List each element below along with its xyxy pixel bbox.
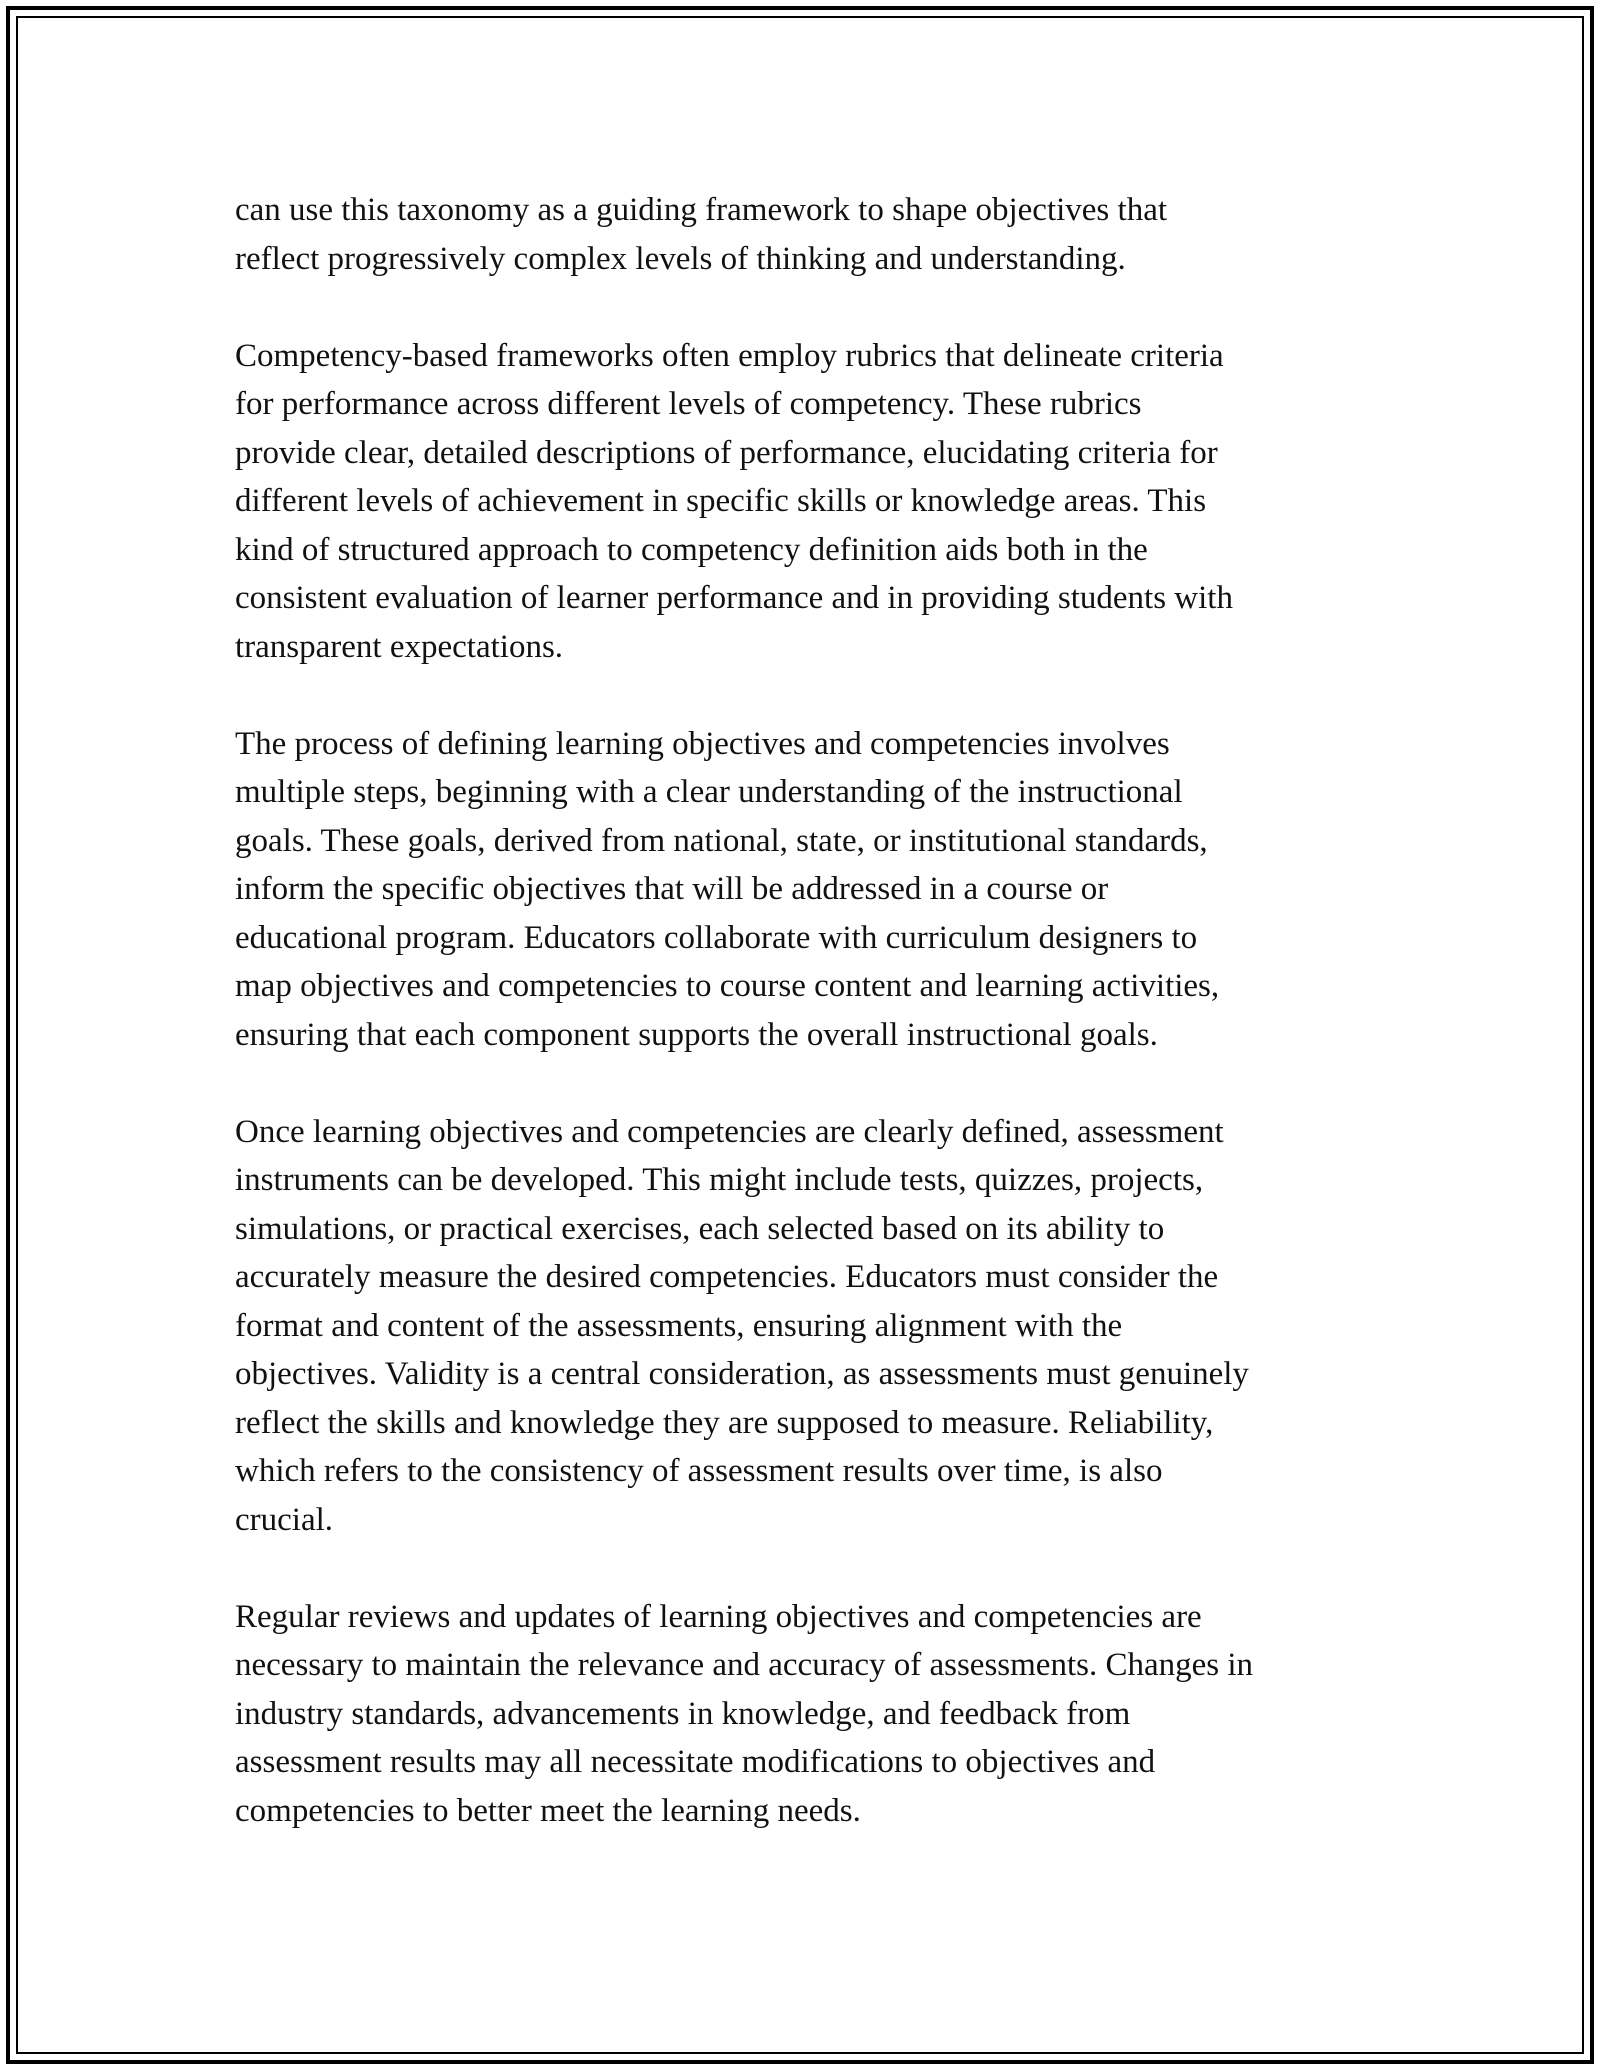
text-line: Competency-based frameworks often employ rubrics that delineate criteria [235,337,1224,374]
text-line: assessment results may all necessitate modifications to objectives and [235,1744,1156,1780]
text-line: can use this taxonomy as a guiding framework to shape objectives that [235,192,1168,228]
text-line: simulations, or practical exercises, each selected based on its ability to [235,1210,1165,1247]
text-line: necessary to maintain the relevance and accuracy of assessments. Changes in [235,1647,1254,1683]
text-line: educational program. Educators collaborate with curriculum designers to [235,919,1198,956]
text-line: for performance across different levels of competency. These rubrics [235,386,1142,422]
text-line: which refers to the consistency of assessment results over time, is also [235,1453,1163,1489]
text-line: inform the specific objectives that will be addressed in a course or [235,871,1109,907]
text-line: multiple steps, beginning with a clear understanding of the instructional [235,774,1183,810]
text-line: map objectives and competencies to course content and learning activities, [235,968,1220,1004]
text-line: Once learning objectives and competencies are clearly defined, assessment [235,1113,1224,1150]
text-line: accurately measure the desired competencies. Educators must consider the [235,1259,1219,1295]
text-line: goals. These goals, derived from national, state, or institutional standards, [235,822,1208,859]
text-line: industry standards, advancements in knowledge, and feedback from [235,1695,1131,1732]
text-line: reflect the skills and knowledge they are supposed to measure. Reliability, [235,1404,1214,1441]
text-line: reflect progressively complex levels of thinking and understanding. [235,240,1126,277]
text-line: The process of defining learning objectives and competencies involves [235,725,1170,762]
text-line: transparent expectations. [235,628,564,665]
paragraph-1 [235,186,1395,283]
text-line: kind of structured approach to competency definition aids both in the [235,531,1148,568]
text-line: crucial. [235,1501,334,1538]
paragraph-4 [235,1108,1395,1545]
text-line: different levels of achievement in specific skills or knowledge areas. This [235,483,1207,519]
text-line: provide clear, detailed descriptions of performance, elucidating criteria for [235,434,1218,471]
text-line: format and content of the assessments, ensuring alignment with the [235,1307,1123,1344]
text-line: ensuring that each component supports the overall instructional goals. [235,1016,1158,1053]
text-line: instruments can be developed. This might include tests, quizzes, projects, [235,1162,1204,1198]
text-line: objectives. Validity is a central consideration, as assessments must genuinely [235,1356,1249,1392]
paragraph-2 [235,332,1395,672]
text-line: competencies to better meet the learning needs. [235,1792,861,1829]
paragraph-3 [235,720,1395,1060]
paragraph-5 [235,1593,1395,1836]
document-body [235,186,1395,1884]
text-line: consistent evaluation of learner performance and in providing students with [235,580,1233,616]
text-line: Regular reviews and updates of learning objectives and competencies are [235,1598,1202,1635]
